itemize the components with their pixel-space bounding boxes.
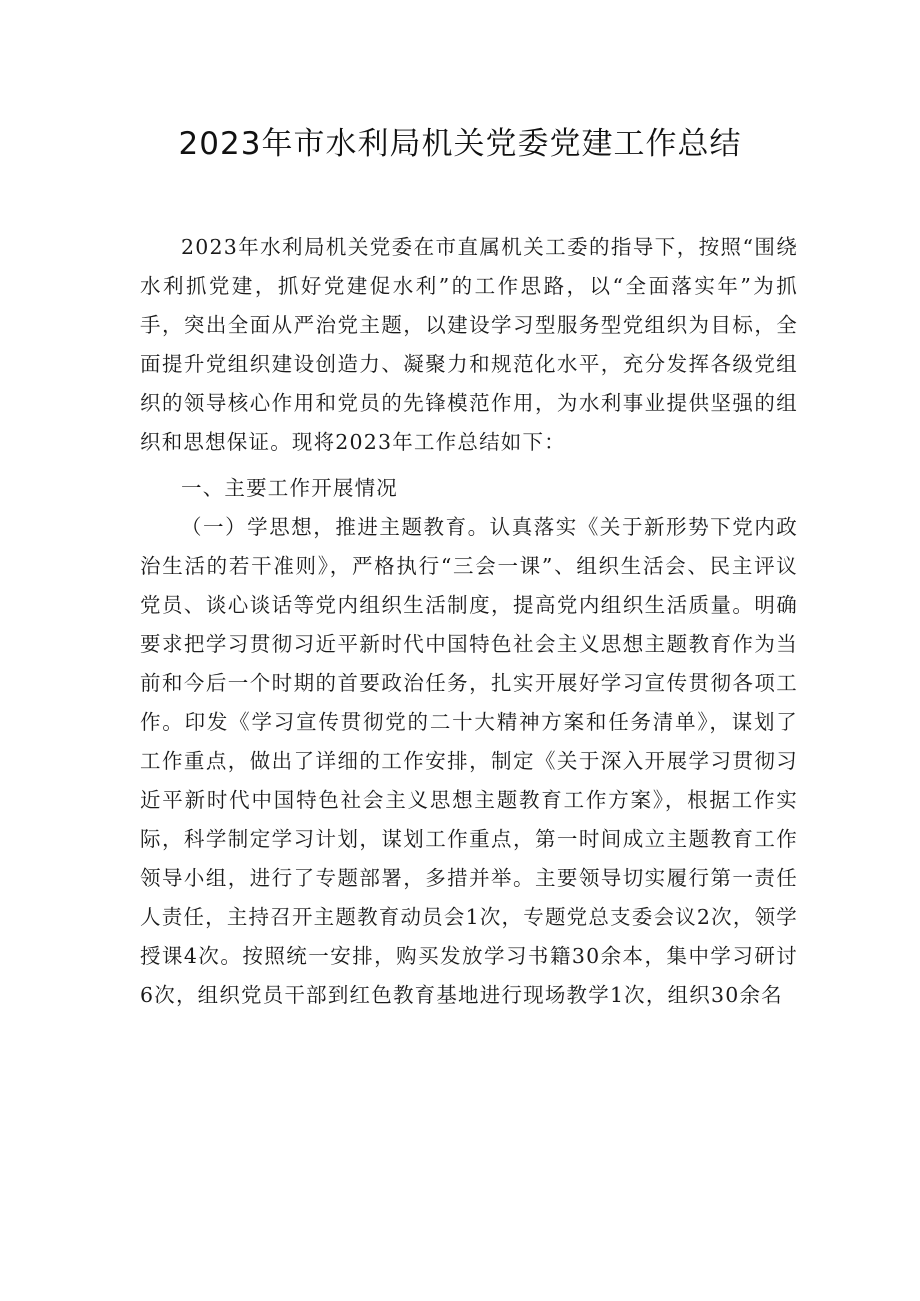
- section-heading: 一、主要工作开展情况: [181, 476, 398, 500]
- document-body: [140, 228, 798, 1015]
- intro-paragraph: 2023年水利局机关党委在市直属机关工委的指导下，按照“围绕水利抓党建，抓好党建促水利”的工作思路，以“全面落实年”为抓手，突出全面从严治党主题，以建设学习型服务型党组织为目标，全面提升党组织建设创造力、凝聚力和规范化水平，充分发挥各级党组织的领导核心作用和党员的先锋模范作用，为水利事业提供坚强的组织和思想保证。现将2023年工作总结如下：: [140, 235, 798, 454]
- document-title: 2023年市水利局机关党委党建工作总结: [178, 126, 742, 162]
- section-paragraph: （一）学思想，推进主题教育。认真落实《关于新形势下党内政治生活的若干准则》，严格执行“三会一课”、组织生活会、民主评议党员、谈心谈话等党内组织生活制度，提高党内组织生活质量。明确要求把学习贯彻习近平新时代中国特色社会主义思想主题教育作为当前和今后一个时期的首要政治任务，扎实开展好学习宣传贯彻各项工作。印发《学习宣传贯彻党的二十大精神方案和任务清单》，谋划了工作重点，做出了详细的工作安排，制定《关于深入开展学习贯彻习近平新时代中国特色社会主义思想主题教育工作方案》，根据工作实际，科学制定学习计划，谋划工作重点，第一时间成立主题教育工作领导小组，进行了专题部署，多措并举。主要领导切实履行第一责任人责任，主持召开主题教育动员会1次，专题党总支委会议2次，领学授课4次。按照统一安排，购买发放学习书籍30余本，集中学习研讨6次，组织党员干部到红色教育基地进行现场教学1次，组织30余名: [140, 515, 798, 1007]
